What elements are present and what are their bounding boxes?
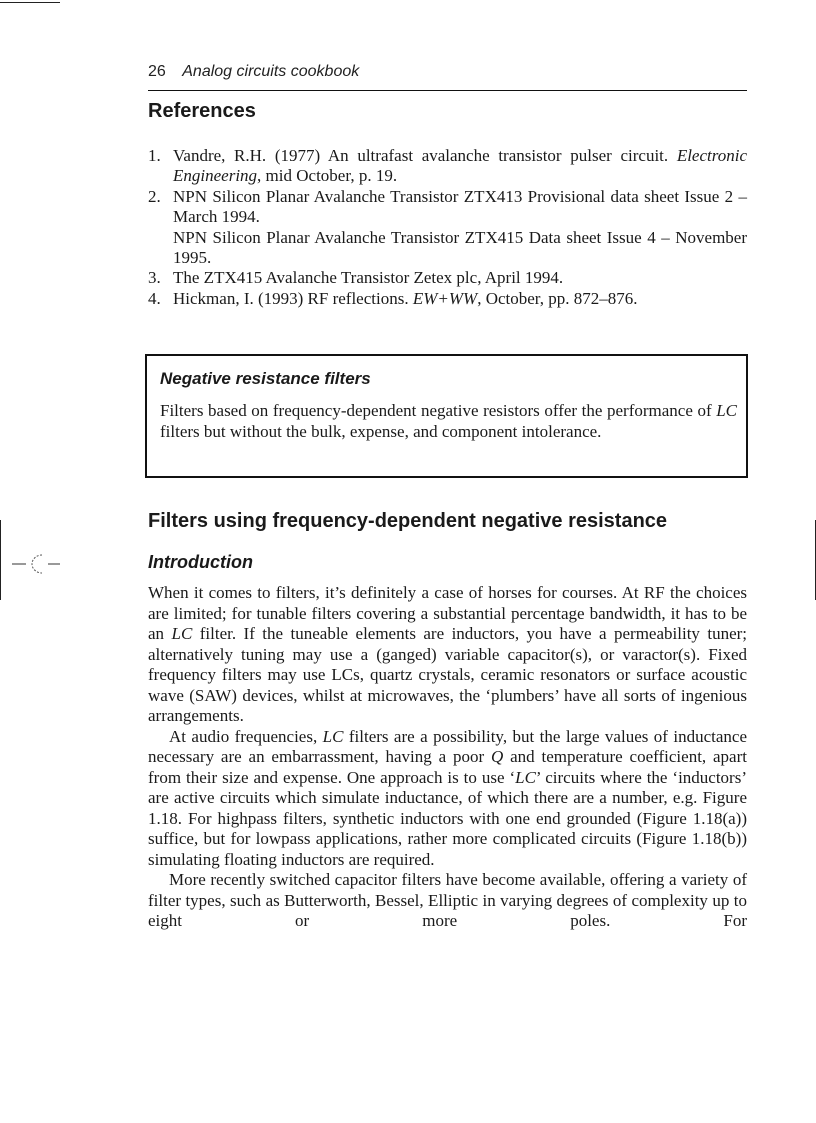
- page-number: 26: [148, 63, 166, 80]
- abstract-box: [145, 354, 748, 478]
- header-rule: [148, 90, 747, 91]
- reference-item: 4. Hickman, I. (1993) RF reflections. EW+WW, October, pp. 872–876.: [148, 288, 638, 308]
- reference-number: 3.: [148, 268, 161, 288]
- paragraph: More recently switched capacitor filters have become available, offering a variety of filter types, such as Butterworth, Bessel, Elliptic in varying degrees of complexity up to eight or more poles. For: [148, 870, 747, 930]
- crop-mark-left: [0, 520, 1, 600]
- paragraph: When it comes to filters, it’s definitely a case of horses for courses. At RF the choices are limited; for tunable filters covering a substantial percentage bandwidth, it has to be an LC filter. If the tuneable elements are inductors, you have a permeability tuner; alternatively tuning may use a (ganged) variable capacitor(s), or varactor(s). Fixed frequency filters may use LCs, quartz crystals, ceramic resonators or surface acoustic wave (SAW) devices, whilst at microwaves, the ‘plumbers’ have all sorts of ingenious arrangements.: [148, 583, 748, 725]
- book-title: Analog circuits cookbook: [182, 63, 360, 80]
- paragraph: At audio frequencies, LC filters are a possibility, but the large values of inductance necessary are an embarrassment, having a poor Q and temperature coefficient, apart from their size and expense. One approach is to use ‘LC’ circuits where the ‘inductors’ are active circuits which simulate inductance, of which there are a number, e.g. Figure 1.18. For highpass filters, synthetic inductors with one end grounded (Figure 1.18(a)) suffice, but for lowpass applications, rather more complicated circuits (Figure 1.18(b)) simulating floating inductors are required.: [148, 726, 747, 869]
- reference-item: 2. NPN Silicon Planar Avalanche Transistor ZTX413 Provisional data sheet Issue 2 – March 1994. NPN Silicon Planar Avalanche Transistor ZTX415 Data sheet Issue 4 – November 1995.: [148, 186, 747, 268]
- reference-number: 1.: [148, 146, 161, 165]
- abstract-title: Negative resistance filters: [160, 369, 371, 388]
- body-text: [148, 583, 747, 932]
- references-list: [148, 146, 747, 309]
- reference-item: 1. Vandre, R.H. (1977) An ultrafast avalanche transistor pulser circuit. Electronic Engineering, mid October, p. 19.: [148, 146, 747, 186]
- crop-mark-top: [0, 2, 60, 3]
- reference-item: 3. The ZTX415 Avalanche Transistor Zetex plc, April 1994.: [148, 268, 564, 288]
- abstract-text: Filters based on frequency-dependent negative resistors offer the performance of LC filters but without the bulk, expense, and component intolerance.: [160, 401, 737, 441]
- reference-number: 2.: [148, 186, 161, 206]
- running-head: [148, 63, 746, 81]
- subsection-heading: Introduction: [148, 552, 253, 572]
- registration-mark-icon: [12, 549, 62, 579]
- references-heading: References: [148, 100, 256, 122]
- reference-number: 4.: [148, 288, 161, 308]
- section-heading: Filters using frequency-dependent negative resistance: [148, 510, 668, 532]
